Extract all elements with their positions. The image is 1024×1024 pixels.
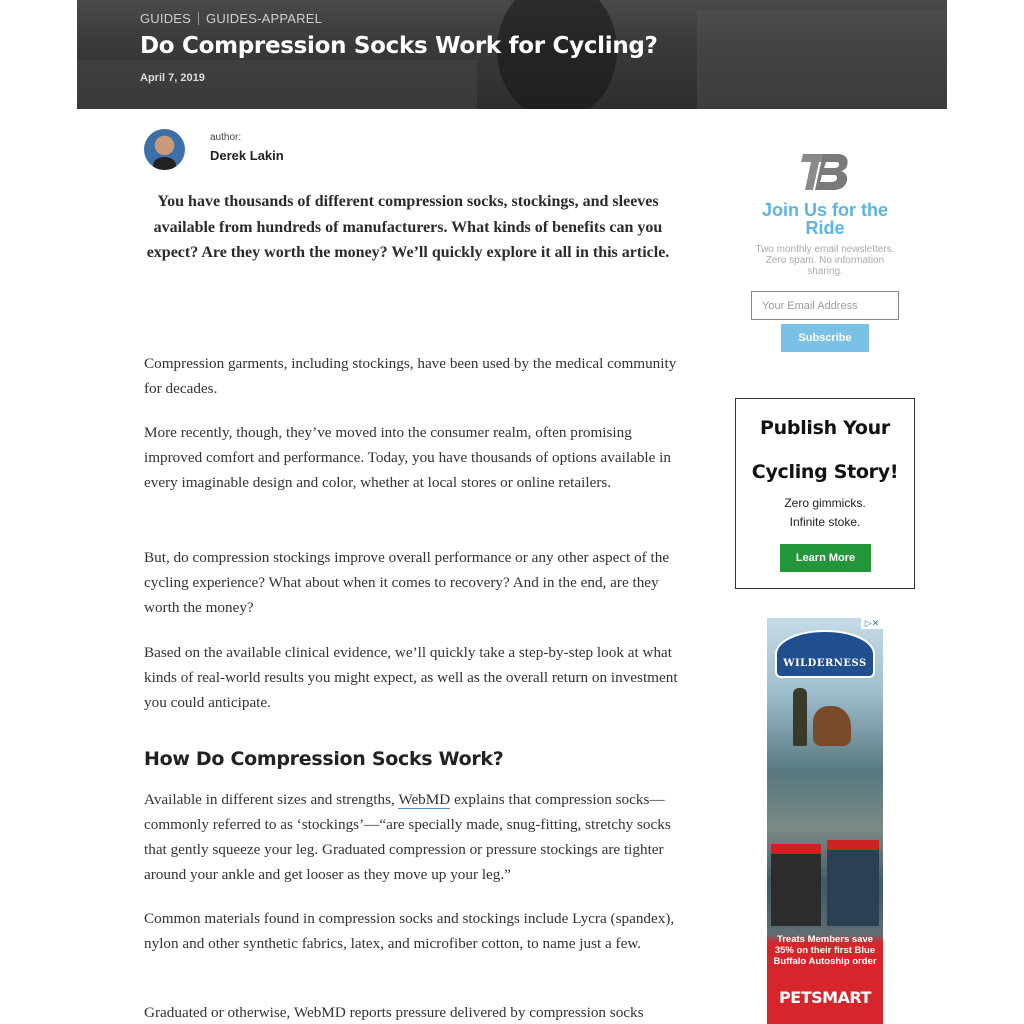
author-label: author: — [210, 132, 242, 143]
publish-story-box — [735, 398, 915, 589]
paragraph-text: Available in different sizes and strengths, — [144, 791, 399, 808]
hero-banner — [77, 0, 947, 109]
publish-subtitle-line: Infinite stoke. — [789, 515, 861, 529]
hero-bg-shape — [77, 60, 477, 109]
newsletter-title: Join Us for the Ride — [761, 200, 888, 238]
newsletter-subtitle: Two monthly email newsletters. Zero spam. No information sharing. — [755, 244, 895, 277]
article-paragraph — [144, 787, 679, 887]
ad-brand-name: WILDERNESS — [783, 658, 867, 669]
paragraph-text: explains that compression socks—commonly referred to as ‘stockings’—“are specially made, snug-fitting, stretchy socks that gently squeeze your leg. Graduated compression or pressure stockings are tighter around your ankle and get looser as they move up your leg.” — [144, 791, 671, 883]
dog-figure — [813, 706, 851, 746]
article-paragraph: But, do compression stockings improve overall performance or any other aspect of the cycling experience? What about when it comes to recovery? And in the end, are they worth the money? — [144, 549, 670, 616]
publish-date: April 7, 2019 — [140, 72, 205, 84]
author-avatar[interactable] — [144, 129, 185, 170]
author-name[interactable]: Derek Lakin — [210, 148, 284, 163]
petsmart-logo: PETSMART — [779, 988, 871, 1007]
publish-title-line: Publish Your — [760, 417, 890, 439]
category-divider — [198, 12, 199, 25]
product-bag-icon — [827, 840, 879, 926]
learn-more-button[interactable]: Learn More — [780, 544, 871, 572]
publish-subtitle — [736, 494, 914, 532]
publish-title-line: Cycling Story! — [751, 461, 899, 483]
article-paragraph: Common materials found in compression socks and stockings include Lycra (spandex), nylon and other synthetic fabrics, latex, and microfiber cotton, to name just a few. — [144, 910, 675, 952]
subscribe-button[interactable]: Subscribe — [781, 324, 869, 352]
product-bag-icon — [771, 844, 821, 926]
article-lede: You have thousands of different compression socks, stockings, and sleeves available from hundreds of manufacturers. What kinds of benefits can you expect? Are they worth the money? We’ll quickly explore it all in this article. — [146, 193, 670, 261]
hero-bg-shape — [697, 10, 947, 109]
ad-choices-icon[interactable]: ▷✕ — [861, 618, 883, 629]
article-paragraph: Graduated or otherwise, WebMD reports pressure delivered by compression socks — [144, 1004, 644, 1021]
article-paragraph: Compression garments, including stockings, have been used by the medical community for decades. — [144, 355, 677, 397]
category-list — [140, 11, 322, 26]
hiker-figure — [793, 688, 807, 746]
category-link-guides-apparel[interactable]: GUIDES-APPAREL — [206, 11, 323, 26]
article-paragraph: Based on the available clinical evidence, we’ll quickly take a step-by-step look at what kinds of real-world results you might expect, as well as the overall return on investment you could anticipate. — [144, 644, 678, 711]
publish-title — [736, 406, 914, 494]
article-paragraph: More recently, though, they’ve moved into the consumer realm, often promising improved comfort and performance. Today, you have thousands of options available in every imaginable design and color, whether at local stores or online retailers. — [144, 424, 671, 491]
site-logo-icon[interactable] — [801, 150, 849, 192]
blue-buffalo-badge-icon — [775, 630, 875, 678]
webmd-link[interactable]: WebMD — [398, 791, 451, 808]
page-title: Do Compression Socks Work for Cycling? — [140, 33, 658, 59]
category-link-guides[interactable]: GUIDES — [140, 11, 192, 26]
section-heading: How Do Compression Socks Work? — [144, 748, 504, 770]
publish-subtitle-line: Zero gimmicks. — [784, 496, 866, 510]
ad-offer-text: Treats Members save 35% on their first Blue Buffalo Autoship order — [773, 934, 877, 967]
email-input[interactable] — [751, 291, 899, 320]
advertisement-banner[interactable] — [767, 618, 883, 1024]
